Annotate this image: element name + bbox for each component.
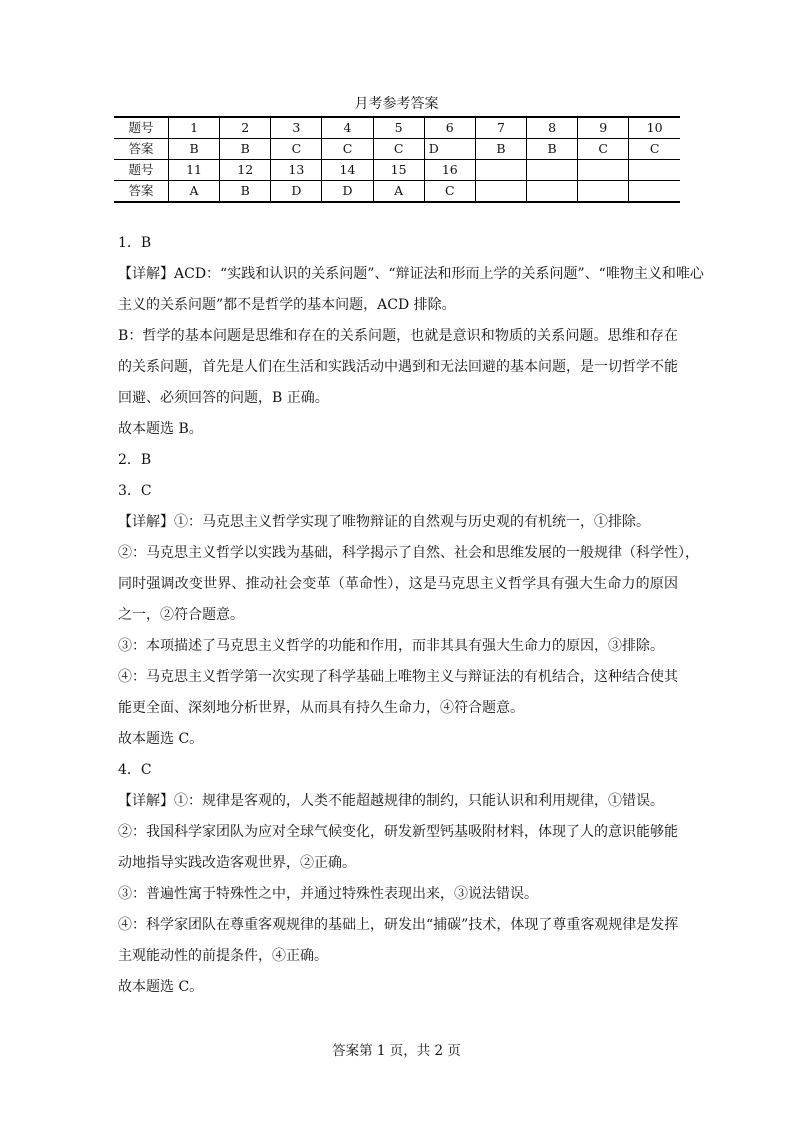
explanation-line: 能更全面、深刻地分析世界，从而具有持久生命力，④符合题意。 <box>118 700 524 716</box>
table-row <box>114 160 680 181</box>
table-cell: C <box>322 139 373 160</box>
table-cell <box>526 181 577 203</box>
table-cell: B <box>169 139 220 160</box>
table-header-cell: 题号 <box>114 160 169 181</box>
table-header-cell: 答案 <box>114 181 169 203</box>
table-cell: 7 <box>475 117 526 139</box>
explanation-line: ②：我国科学家团队为应对全球气候变化，研发新型钙基吸附材料，体现了人的意识能够能 <box>118 824 678 840</box>
explanation-line: 【详解】①：规律是客观的，人类不能超越规律的制约，只能认识和利用规律，①错误。 <box>118 793 664 809</box>
page-footer: 答案第 1 页，共 2 页 <box>332 1043 461 1059</box>
table-cell: 12 <box>220 160 271 181</box>
table-cell: C <box>271 139 322 160</box>
table-cell <box>475 160 526 181</box>
table-cell: B <box>220 139 271 160</box>
explanation-line: 主义的关系问题”都不是哲学的基本问题，ACD 排除。 <box>118 297 456 313</box>
table-cell: 5 <box>373 117 424 139</box>
table-cell: D <box>322 181 373 203</box>
explanation-line: 主观能动性的前提条件，④正确。 <box>118 948 328 964</box>
table-cell: 4 <box>322 117 373 139</box>
table-header-cell: 答案 <box>114 139 169 160</box>
explanation-line: 回避、必须回答的问题，B 正确。 <box>118 390 329 406</box>
table-cell: 3 <box>271 117 322 139</box>
explanation-line: ③：本项描述了马克思主义哲学的功能和作用，而非其具有强大生命力的原因，③排除。 <box>118 638 664 654</box>
explanation-line: 动地指导实践改造客观世界，②正确。 <box>118 855 356 871</box>
table-cell <box>578 181 629 203</box>
table-cell: D <box>424 139 475 160</box>
explanation-line: ④：马克思主义哲学第一次实现了科学基础上唯物主义与辩证法的有机结合，这种结合使其 <box>118 669 678 685</box>
explanation-line: ②：马克思主义哲学以实践为基础，科学揭示了自然、社会和思维发展的一般规律（科学性）， <box>118 545 699 561</box>
table-cell: 2 <box>220 117 271 139</box>
table-cell: C <box>629 139 680 160</box>
table-row <box>114 139 680 160</box>
explanation-line: ④：科学家团队在尊重客观规律的基础上，研发出“捕碳”技术，体现了尊重客观规律是发挥 <box>118 917 679 933</box>
table-cell: 13 <box>271 160 322 181</box>
question-number: 3．C <box>118 483 152 499</box>
explanation-line: ③：普遍性寓于特殊性之中，并通过特殊性表现出来，③说法错误。 <box>118 886 538 902</box>
table-header-cell: 题号 <box>114 117 169 139</box>
table-cell <box>526 160 577 181</box>
explanation-line: 同时强调改变世界、推动社会变革（革命性），这是马克思主义哲学具有强大生命力的原因 <box>118 576 678 592</box>
table-cell: 11 <box>169 160 220 181</box>
answer-explanations <box>118 228 704 1003</box>
explanation-line: 【详解】ACD：“实践和认识的关系问题”、“辩证法和形而上学的关系问题”、“唯物主义和唯心 <box>118 266 704 282</box>
conclusion-line: 故本题选 C。 <box>118 731 204 747</box>
table-cell: C <box>424 181 475 203</box>
explanation-line: 的关系问题，首先是人们在生活和实践活动中遇到和无法回避的基本问题，是一切哲学不能 <box>118 359 678 375</box>
table-cell: A <box>373 181 424 203</box>
table-cell: 10 <box>629 117 680 139</box>
table-cell: 14 <box>322 160 373 181</box>
table-cell <box>629 181 680 203</box>
conclusion-line: 故本题选 B。 <box>118 421 203 437</box>
table-cell: C <box>373 139 424 160</box>
explanation-line: 【详解】①：马克思主义哲学实现了唯物辩证的自然观与历史观的有机统一，①排除。 <box>118 514 650 530</box>
table-cell: 16 <box>424 160 475 181</box>
table-cell <box>629 160 680 181</box>
table-cell: 1 <box>169 117 220 139</box>
question-number: 1．B <box>118 235 152 251</box>
conclusion-line: 故本题选 C。 <box>118 979 204 995</box>
explanation-line: 之一，②符合题意。 <box>118 607 244 623</box>
table-cell: B <box>220 181 271 203</box>
table-cell <box>475 181 526 203</box>
table-cell: 6 <box>424 117 475 139</box>
question-number: 2．B <box>118 452 152 468</box>
table-cell: 15 <box>373 160 424 181</box>
answer-table <box>114 116 680 203</box>
table-cell <box>578 160 629 181</box>
table-row <box>114 117 680 139</box>
table-cell: 9 <box>578 117 629 139</box>
explanation-line: B：哲学的基本问题是思维和存在的关系问题，也就是意识和物质的关系问题。思维和存在 <box>118 328 678 344</box>
table-cell: D <box>271 181 322 203</box>
table-cell: B <box>475 139 526 160</box>
page-title: 月考参考答案 <box>354 96 439 112</box>
question-number: 4．C <box>118 762 152 778</box>
table-cell: A <box>169 181 220 203</box>
table-cell: C <box>578 139 629 160</box>
table-row <box>114 181 680 203</box>
table-cell: 8 <box>526 117 577 139</box>
table-cell: B <box>526 139 577 160</box>
